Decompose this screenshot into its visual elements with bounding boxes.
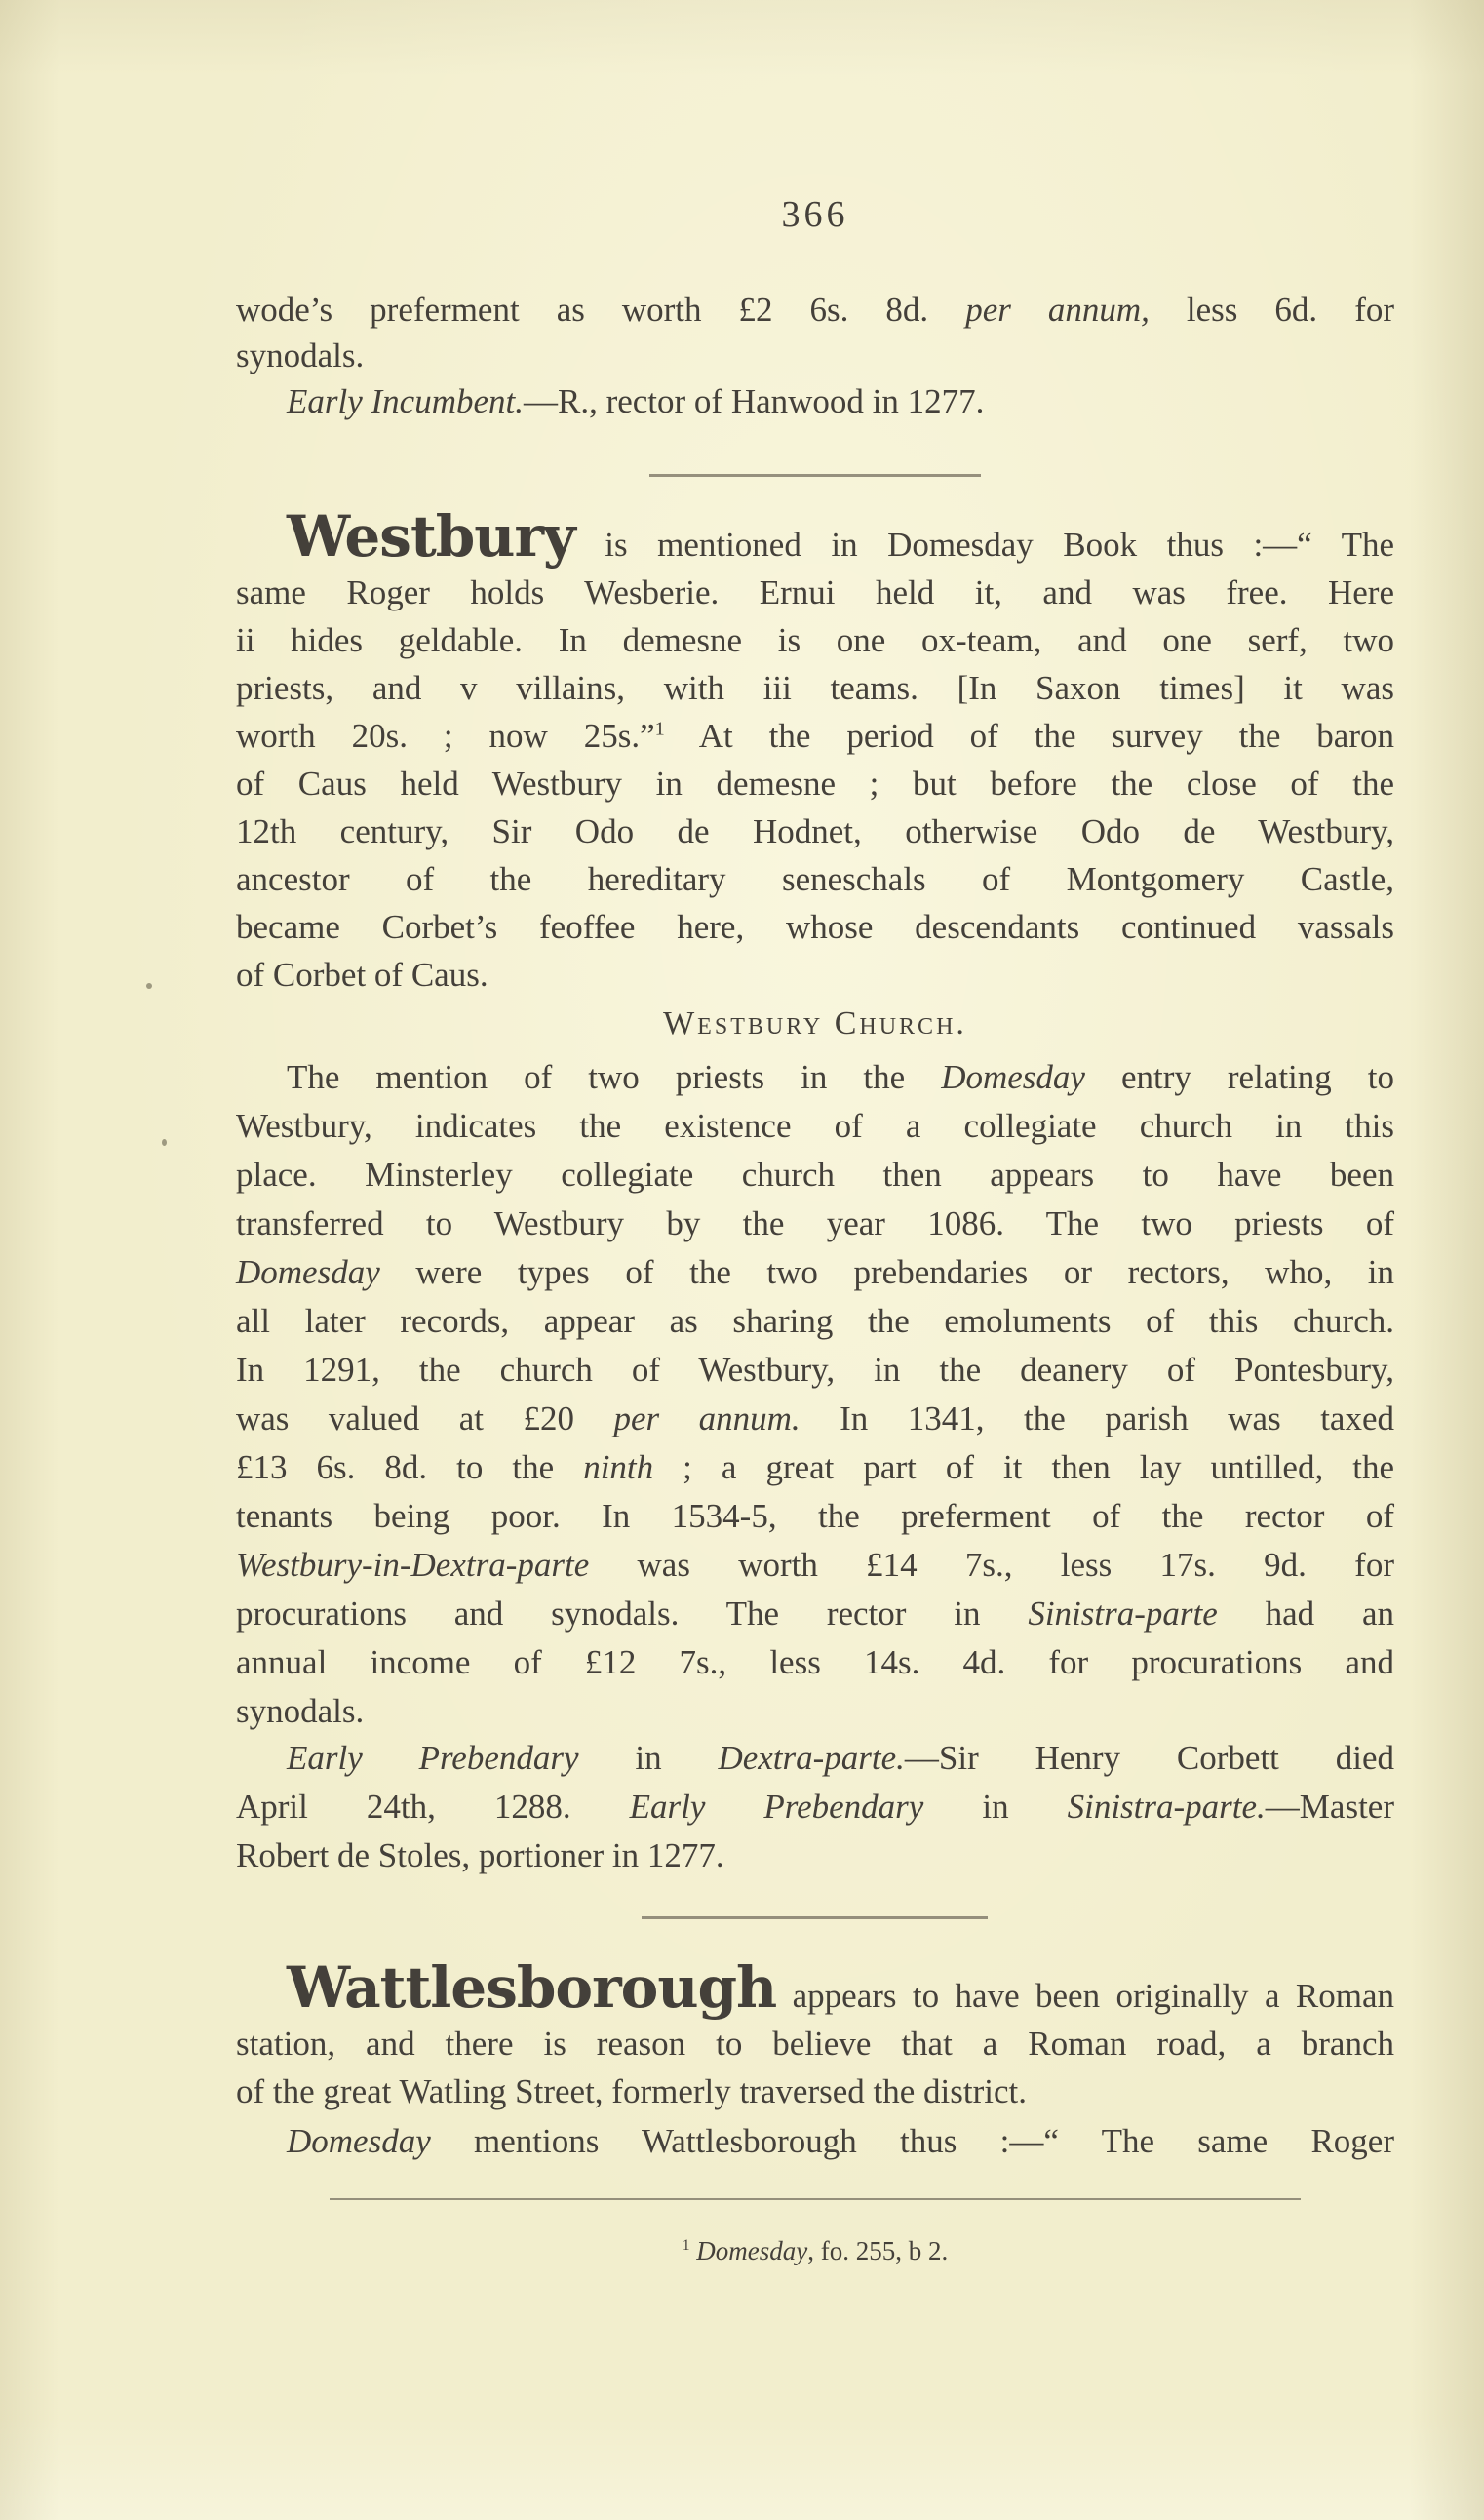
text-line bbox=[236, 2118, 1394, 2165]
body-text: station, and there is reason to believe that a Roman road, a branch bbox=[236, 2025, 1394, 2063]
body-text: of the great Watling Street, formerly traversed the district. bbox=[236, 2072, 1027, 2110]
body-text: —Master bbox=[1265, 1788, 1394, 1826]
body-text: appears to have been originally a Roman bbox=[776, 1977, 1394, 2015]
text-line bbox=[236, 664, 1394, 712]
body-text: same Roger holds Wesberie. Ernui held it, and was free. Here bbox=[236, 573, 1394, 611]
footnote-reference: 1 bbox=[682, 2237, 690, 2254]
body-text: is mentioned in Domesday Book thus :—“ The bbox=[574, 526, 1394, 564]
scan-speck bbox=[146, 983, 152, 989]
body-text: were types of the two prebendaries or rectors, who, in bbox=[379, 1253, 1394, 1291]
body-text: ; a great part of it then lay untilled, the bbox=[653, 1448, 1394, 1486]
body-text: £13 6s. 8d. to the bbox=[236, 1448, 584, 1486]
text-line bbox=[236, 2020, 1394, 2067]
footnote-separator-rule bbox=[330, 2198, 1301, 2200]
text-line bbox=[236, 1248, 1394, 1297]
text-line bbox=[236, 760, 1394, 807]
body-text: —R., rector of Hanwood in 1277. bbox=[523, 382, 985, 420]
paragraph-wattlesborough bbox=[236, 1954, 1394, 2115]
text-line bbox=[236, 333, 1394, 378]
body-text: of Corbet of Caus. bbox=[236, 956, 488, 994]
text-line bbox=[236, 1687, 1394, 1736]
italic-text: Domesday bbox=[236, 1253, 380, 1291]
text-line bbox=[236, 1443, 1394, 1492]
italic-text: Early Prebendary bbox=[629, 1788, 924, 1826]
text-line bbox=[236, 1395, 1394, 1443]
section-separator-rule-1 bbox=[649, 474, 981, 477]
italic-text: ninth bbox=[583, 1448, 654, 1486]
text-line bbox=[236, 616, 1394, 664]
text-line bbox=[236, 1346, 1394, 1395]
text-line bbox=[236, 1954, 1394, 2021]
body-text: Westbury, indicates the existence of a collegiate church in this bbox=[236, 1107, 1394, 1145]
italic-text: Early Prebendary bbox=[287, 1739, 579, 1777]
body-text: synodals. bbox=[236, 336, 365, 374]
text-line bbox=[236, 2067, 1394, 2115]
text-line bbox=[236, 378, 1394, 424]
italic-text: Dextra-parte. bbox=[718, 1739, 905, 1777]
text-line bbox=[236, 855, 1394, 903]
italic-text: Sinistra-parte bbox=[1028, 1595, 1218, 1633]
body-text: 12th century, Sir Odo de Hodnet, otherwise Odo de Westbury, bbox=[236, 812, 1394, 850]
body-text: place. Minsterley collegiate church then appears to have been bbox=[236, 1156, 1394, 1194]
body-text: annual income of £12 7s., less 14s. 4d. for procurations and bbox=[236, 1643, 1394, 1681]
text-line bbox=[236, 1492, 1394, 1541]
text-line bbox=[236, 503, 1394, 570]
paragraph-early-prebendary bbox=[236, 1734, 1394, 1880]
heading-westbury-church: Westbury Church. bbox=[663, 1005, 967, 1042]
body-text: Robert de Stoles, portioner in 1277. bbox=[236, 1836, 724, 1874]
italic-text: Early Incumbent. bbox=[287, 382, 524, 420]
body-text: was valued at £20 bbox=[236, 1399, 614, 1437]
italic-text: Westbury-in-Dextra-parte bbox=[236, 1546, 590, 1584]
footnote-reference: 1 bbox=[654, 718, 665, 740]
body-text: priests, and v villains, with iii teams. [In Saxon times] it was bbox=[236, 669, 1394, 707]
italic-text: Domesday bbox=[287, 2122, 431, 2160]
text-line bbox=[236, 1590, 1394, 1638]
text-line bbox=[236, 1053, 1394, 1102]
text-line bbox=[236, 287, 1394, 333]
body-text: had an bbox=[1217, 1595, 1394, 1633]
body-text: ancestor of the hereditary seneschals of Montgomery Castle, bbox=[236, 860, 1394, 898]
body-text: ii hides geldable. In demesne is one ox-team, and one serf, two bbox=[236, 621, 1394, 659]
blackletter-word: Wattlesborough bbox=[287, 1954, 777, 2021]
text-line bbox=[236, 807, 1394, 855]
italic-text: Sinistra-parte. bbox=[1067, 1788, 1266, 1826]
body-text: mentions Wattlesborough thus :—“ The same Roger bbox=[430, 2122, 1394, 2160]
page-number: 366 bbox=[781, 194, 849, 235]
body-text: was worth £14 7s., less 17s. 9d. for bbox=[589, 1546, 1394, 1584]
text-line bbox=[236, 1541, 1394, 1590]
paragraph-early-incumbent bbox=[236, 378, 1394, 424]
body-text: in bbox=[578, 1739, 719, 1777]
text-line bbox=[236, 1151, 1394, 1200]
section-separator-rule-2 bbox=[642, 1916, 988, 1919]
paragraph-preferment bbox=[236, 287, 1394, 378]
body-text: synodals. bbox=[236, 1692, 365, 1730]
body-text: —Sir Henry Corbett died bbox=[904, 1739, 1394, 1777]
italic-text: Domesday bbox=[696, 2236, 808, 2265]
paragraph-domesday-mention bbox=[236, 2118, 1394, 2165]
body-text: of Caus held Westbury in demesne ; but before the close of the bbox=[236, 765, 1394, 803]
body-text: less 6d. for bbox=[1149, 291, 1395, 329]
text-line bbox=[236, 903, 1394, 951]
body-text: In 1291, the church of Westbury, in the deanery of Pontesbury, bbox=[236, 1351, 1394, 1389]
text-line bbox=[236, 1638, 1394, 1687]
footnote bbox=[236, 2233, 1394, 2268]
body-text: procurations and synodals. The rector in bbox=[236, 1595, 1029, 1633]
text-line bbox=[236, 1783, 1394, 1831]
text-line bbox=[236, 1102, 1394, 1151]
body-text: became Corbet’s feoffee here, whose descendants continued vassals bbox=[236, 908, 1394, 946]
text-line bbox=[236, 569, 1394, 616]
body-text: , fo. 255, b 2. bbox=[807, 2236, 949, 2265]
body-text: in bbox=[923, 1788, 1068, 1826]
italic-text: per annum, bbox=[965, 291, 1150, 329]
body-text: tenants being poor. In 1534-5, the preferment of the rector of bbox=[236, 1497, 1394, 1535]
body-text: entry relating to bbox=[1084, 1058, 1394, 1096]
body-text: April 24th, 1288. bbox=[236, 1788, 630, 1826]
italic-text: per annum. bbox=[613, 1399, 801, 1437]
text-line bbox=[236, 2233, 1394, 2268]
body-text: all later records, appear as sharing the emoluments of this church. bbox=[236, 1302, 1394, 1340]
body-text: worth 20s. ; now 25s.” bbox=[236, 717, 655, 755]
body-text: In 1341, the parish was taxed bbox=[800, 1399, 1394, 1437]
text-line bbox=[236, 1831, 1394, 1880]
text-line bbox=[236, 951, 1394, 999]
paragraph-westbury-church bbox=[236, 1053, 1394, 1736]
body-text: At the period of the survey the baron bbox=[664, 717, 1394, 755]
text-line bbox=[236, 712, 1394, 760]
text-line bbox=[236, 1200, 1394, 1248]
blackletter-word: Westbury bbox=[287, 503, 575, 570]
italic-text: Domesday bbox=[941, 1058, 1085, 1096]
paragraph-westbury bbox=[236, 503, 1394, 999]
body-text: The mention of two priests in the bbox=[287, 1058, 942, 1096]
text-line bbox=[236, 1734, 1394, 1783]
body-text: wode’s preferment as worth £2 6s. 8d. bbox=[236, 291, 966, 329]
scan-speck bbox=[162, 1139, 167, 1146]
text-line bbox=[236, 1297, 1394, 1346]
body-text: transferred to Westbury by the year 1086. The two priests of bbox=[236, 1204, 1394, 1242]
